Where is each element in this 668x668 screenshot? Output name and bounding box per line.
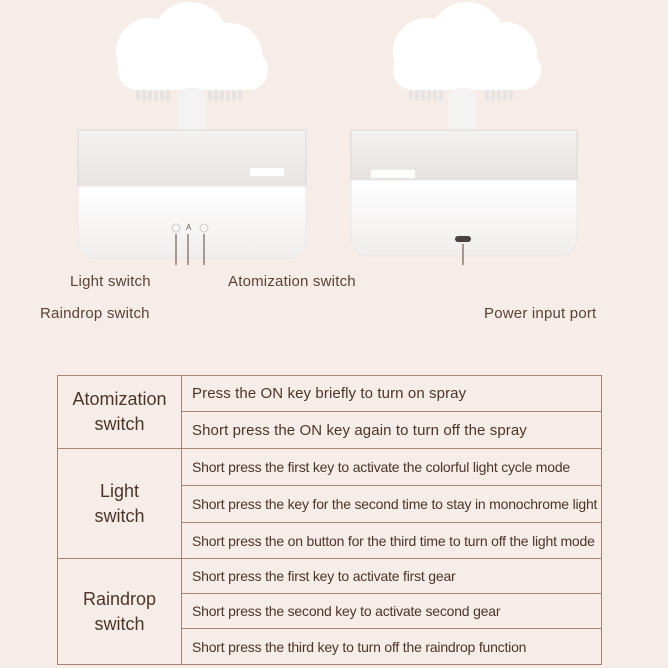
category-light: Light switch (58, 449, 182, 559)
category-raindrop: Raindrop switch (58, 559, 182, 665)
humidifier-back-view (345, 0, 585, 265)
category-atomization: Atomization switch (58, 376, 182, 449)
description-cell: Short press the key for the second time to stay in monochrome light (182, 486, 602, 523)
description-cell: Short press the third key to turn off the raindrop function (182, 629, 602, 665)
button-a-label[interactable]: A (186, 223, 192, 232)
description-cell: Short press the first key to activate the colorful light cycle mode (182, 449, 602, 486)
description-cell: Short press the second key to activate second gear (182, 594, 602, 629)
table-row (58, 376, 602, 412)
callout-power-input-port: Power input port (484, 305, 597, 322)
table-row (58, 559, 602, 594)
water-tank (78, 130, 306, 192)
description-cell: Short press the ON key again to turn off the spray (182, 412, 602, 449)
table-row (58, 449, 602, 486)
description-cell: Press the ON key briefly to turn on spray (182, 376, 602, 412)
device-base (78, 186, 306, 258)
callout-atomization-switch: Atomization switch (228, 273, 356, 290)
usb-port (455, 236, 471, 242)
cloud-top (116, 2, 268, 101)
description-cell: Short press the on button for the third time to turn off the light mode (182, 523, 602, 559)
device-base (351, 180, 577, 256)
humidifier-front-view (70, 0, 315, 265)
callout-light-switch: Light switch (70, 273, 151, 290)
callout-raindrop-switch: Raindrop switch (40, 305, 150, 322)
function-table (57, 375, 602, 665)
description-cell: Short press the first key to activate first gear (182, 559, 602, 594)
humidifier-back-illustration (345, 0, 585, 265)
humidifier-front-illustration (70, 0, 315, 265)
cloud-top (393, 2, 541, 101)
